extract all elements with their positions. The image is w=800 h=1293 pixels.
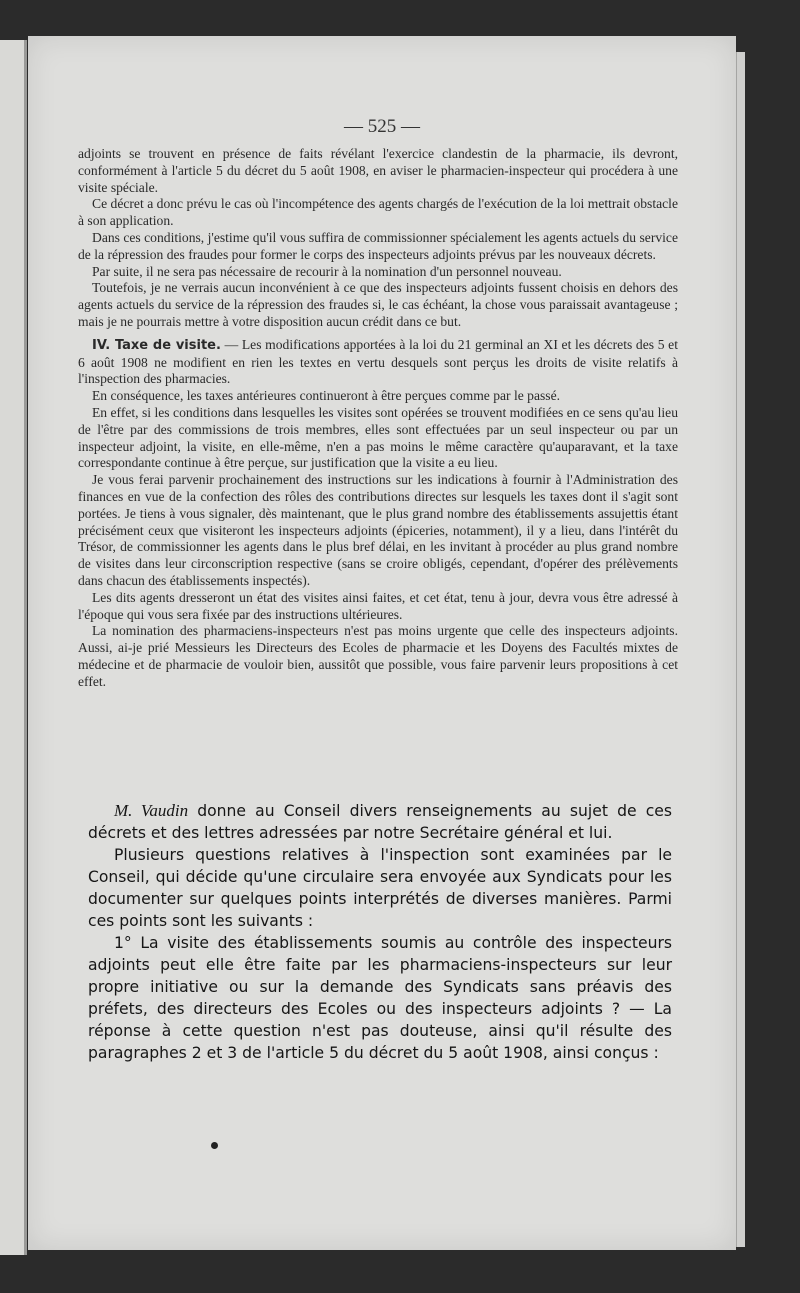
speaker-name: M. Vaudin (114, 801, 189, 820)
minutes-paragraph: Plusieurs questions relatives à l'inspection sont examinées par le Conseil, qui décide qu'une circulaire sera envoyée aux Syndicats pour les documenter sur quelques points interprétés de diverses manières. Parmi ces points sont les suivants : (88, 846, 672, 930)
letter-paragraph: Dans ces conditions, j'estime qu'il vous suffira de commissionner spécialement les agents actuels du service de la répression des fraudes pour former le corps des inspecteurs adjoints prévus par les nouveaux décrets. (78, 229, 678, 262)
letter-paragraph: Par suite, il ne sera pas nécessaire de recourir à la nomination d'un personnel nouveau. (92, 263, 562, 279)
letter-paragraph: Je vous ferai parvenir prochainement des instructions sur les indications à fournir à l'Administration des finances en vue de la confection des rôles des contributions directes sur lesquels les taxes dont il s'agit sont portées. Je tiens à vous signaler, dès maintenant, que le plus grand nombre des établissements assujettis étant précisément ceux que visiteront les inspecteurs adjoints (épiceries, notamment), il y a lieu, dans l'intérêt du Trésor, de commissionner les agents dans le plus bref délai, en les invitant à procéder au plus grand nombre de visites dans leur circonscription respective (sans se croire obligés, cependant, d'opérer des prélèvements dans chacun des établissements inspectés). (78, 472, 678, 588)
book-binding-edge (0, 40, 27, 1255)
minutes-paragraph (88, 800, 672, 844)
meeting-minutes (88, 800, 672, 1064)
ink-dot-mark (211, 1142, 218, 1149)
minutes-paragraph: 1° La visite des établissements soumis au contrôle des inspecteurs adjoints peut elle être faite par les pharmaciens-inspecteurs sur leur propre initiative ou sur la demande des Syndicats sans préavis des préfets, des directeurs des Ecoles ou des inspecteurs adjoints ? — La réponse à cette question n'est pas douteuse, ainsi qu'il résulte des paragraphes 2 et 3 de l'article 5 du décret du 5 août 1908, ainsi conçus : (88, 934, 672, 1062)
section-paragraph (78, 337, 678, 388)
page-stack-edge (735, 52, 745, 1247)
letter-paragraph: En conséquence, les taxes antérieures continueront à être perçues comme par le passé. (92, 388, 561, 404)
letter-paragraph: Ce décret a donc prévu le cas où l'incompétence des agents chargés de l'exécution de la loi mettrait obstacle à son application. (78, 196, 678, 229)
minutes-paragraph-text: donne au Conseil divers renseignements au sujet de ces décrets et des lettres adressées par notre Secrétaire général et lui. (88, 802, 672, 842)
letter-paragraph: En effet, si les conditions dans lesquelles les visites sont opérées se trouvent modifiées en ce sens qu'au lieu de l'être par des commissions de trois membres, elles sont effectuées par un seul inspecteur ou par un inspecteur adjoint, la visite, en elle-même, n'en a pas moins le même caractère qu'auparavant, et la taxe correspondante continue à être perçue, sur justification que la visite a eu lieu. (78, 404, 678, 471)
letter-paragraph: Les dits agents dresseront un état des visites ainsi faites, et cet état, tenu à jour, devra vous être adressé à l'époque qui vous sera fixée par des instructions ultérieures. (78, 589, 678, 622)
letter-paragraph: La nomination des pharmaciens-inspecteurs n'est pas moins urgente que celle des inspecteurs adjoints. Aussi, ai-je prié Messieurs les Directeurs des Ecoles de pharmacie et les Doyens des Facultés mixtes de médecine et de pharmacie de vouloir bien, aussitôt que possible, vous faire parvenir leurs propositions à cet effet. (78, 623, 678, 689)
page-number: — 525 — (344, 116, 420, 137)
section-paragraph-text: — Les modifications apportées à la loi du 21 germinal an XI et les décrets des 5 et 6 août 1908 ne modifient en rien les textes en vertu desquels sont perçus les droits de visite relatifs à l'inspection des pharmacies. (78, 336, 678, 387)
letter-paragraph: Toutefois, je ne verrais aucun inconvénient à ce que des inspecteurs adjoints fussent choisis en dehors des agents actuels du service de la répression des fraudes si, le cas échéant, la chose vous paraissait avantageuse ; mais je ne pourrais mettre à votre disposition aucun crédit dans ce but. (78, 280, 678, 329)
document-page (28, 36, 736, 1250)
letter-text (78, 146, 678, 691)
letter-paragraph: adjoints se trouvent en présence de faits révélant l'exercice clandestin de la pharmacie, ils devront, conformément à l'article 5 du décret du 5 août 1908, en aviser le pharmacien-inspecteur qui procédera à une visite spéciale. (78, 146, 678, 195)
section-heading: IV. Taxe de visite. (92, 337, 221, 353)
